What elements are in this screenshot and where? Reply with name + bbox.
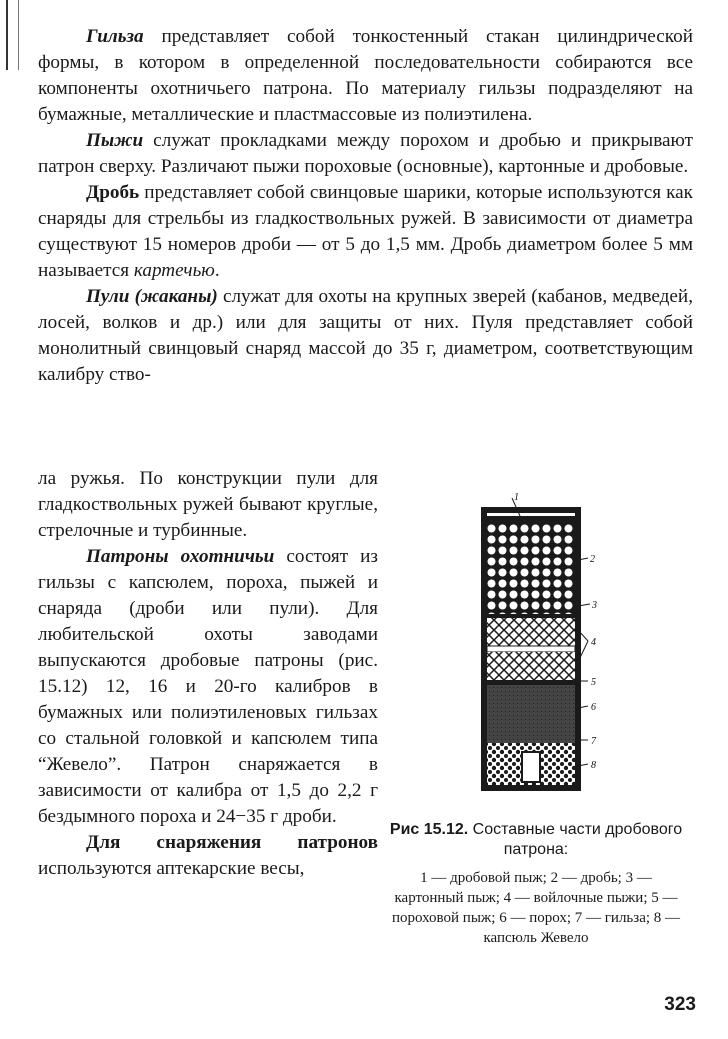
- term-wads: Пыжи: [86, 130, 144, 151]
- callout-1: 1: [514, 492, 519, 503]
- callout-7: 7: [591, 736, 596, 747]
- term-bullets: Пули (жаканы): [86, 286, 218, 307]
- paragraph-bullets: [38, 284, 693, 388]
- main-text: [38, 24, 693, 388]
- paragraph-text: служат прокладками между порохом и дробью и прикрывают патрон сверху. Различают пыжи пороховые (основные), картонные и дробовые.: [38, 130, 693, 177]
- callout-4: 4: [591, 637, 596, 648]
- paragraph-cartridge-case: [38, 24, 693, 128]
- caption-title: Рис 15.12.: [389, 821, 469, 838]
- cartridge-diagram: [464, 490, 614, 795]
- powder-layer: [487, 685, 575, 743]
- binding-edge: [6, 0, 19, 70]
- paragraph-text: представляет собой свинцовые шарики, которые используются как снаряды для стрельбы из гладкоствольных ружей. В зависимости от диаметра существуют 15 номеров дроби — от 5 до 1,5 мм. Дробь диаметром более 5 мм называется: [38, 182, 693, 281]
- primer-cap: [522, 752, 540, 782]
- paragraph-wads: [38, 128, 693, 180]
- wrapped-text: [38, 466, 378, 882]
- term-buckshot: картечью: [133, 260, 215, 281]
- term-cartridge-case: Гильза: [86, 26, 144, 47]
- felt-wad-top: [487, 618, 575, 646]
- term-cartridges: Патроны охотничьи: [86, 546, 275, 567]
- paragraph-text: состоят из гильзы с капсюлем, пороха, пыжей и снаряда (дроби или пули). Для любительской охоты заводами выпускаются дробовые патроны (рис. 15.12) 12, 16 и 20-го калибров в бумажных или полиэтиленовых гильзах со стальной головкой и капсюлем типа “Жевело”. Патрон снаряжается в зависимости от калибра от 1,5 до 2,2 г бездымного пороха и 24−35 г дроби.: [38, 546, 378, 827]
- powder-wad: [487, 680, 575, 685]
- caption-text: Составные части дробового патрона:: [468, 821, 683, 858]
- term-loading: Для снаряжения патронов: [86, 832, 378, 853]
- callout-5: 5: [591, 677, 596, 688]
- figure-legend: 1 — дробовой пыж; 2 — дробь; 3 — картонный пыж; 4 — войлочные пыжи; 5 — пороховой пыж; 6 — порох; 7 — гильза; 8 — капсюль Жевело: [391, 870, 681, 946]
- paragraph-text: служат для охоты на крупных зверей (кабанов, медведей, лосей, волков и др.) или для защиты от них. Пуля представляет собой монолитный свинцовый снаряд массой до 35 г, диаметром, соответствующим калибру ство-: [38, 286, 693, 385]
- top-wad: [487, 516, 575, 522]
- figure-cartridge: [386, 490, 686, 970]
- paragraph-loading: [38, 830, 378, 882]
- callout-3: 3: [592, 600, 597, 611]
- paragraph-cartridges: [38, 544, 378, 830]
- paragraph-bullets-continued: ла ружья. По конструкции пули для гладкоствольных ружей бывают круглые, стрелочные и турбинные.: [38, 468, 378, 541]
- callout-2: 2: [590, 554, 595, 565]
- callout-8: 8: [591, 760, 596, 771]
- card-wad: [487, 614, 575, 618]
- term-shot: Дробь: [86, 182, 140, 203]
- paragraph-end: .: [214, 260, 220, 281]
- shot-layer: [487, 522, 575, 614]
- callout-6: 6: [591, 702, 596, 713]
- felt-wad-bottom: [487, 652, 575, 680]
- paragraph-shot: [38, 180, 693, 284]
- page-number: 323: [664, 994, 696, 1015]
- felt-wad-gap: [487, 646, 575, 652]
- figure-caption: [386, 820, 686, 860]
- paragraph-text: представляет собой тонкостенный стакан цилиндрической формы, в котором в определенной последовательности собираются все компоненты охотничьего патрона. По материалу гильзы подразделяют на бумажные, металлические и пластмассовые из полиэтилена.: [38, 26, 693, 125]
- paragraph-text: используются аптекарские весы,: [38, 858, 305, 879]
